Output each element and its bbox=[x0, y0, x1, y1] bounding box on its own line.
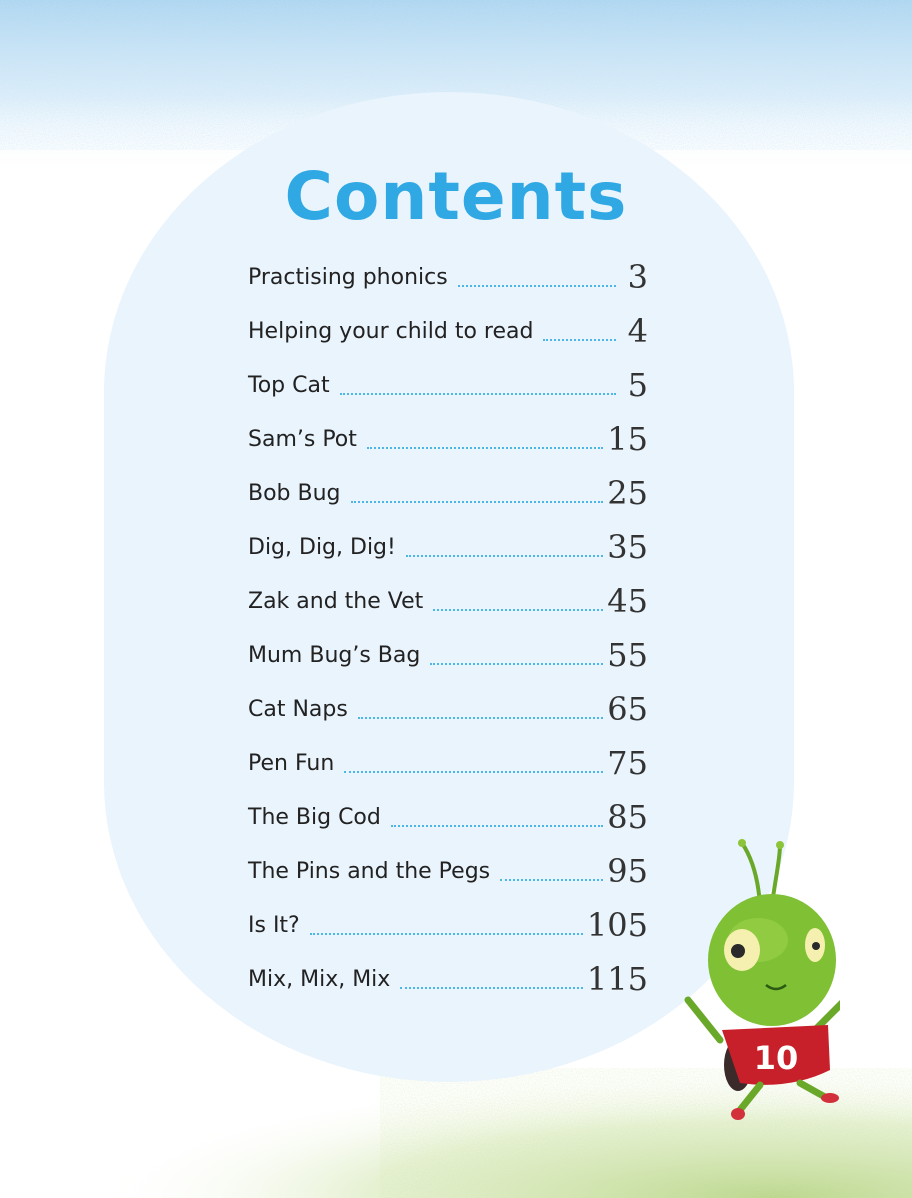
entry-page-number: 115 bbox=[586, 960, 648, 998]
page-title: Contents bbox=[284, 158, 628, 235]
entry-page-number: 55 bbox=[607, 636, 648, 674]
contents-entry bbox=[248, 682, 648, 736]
dot-leader bbox=[543, 339, 616, 341]
dot-leader bbox=[351, 501, 604, 503]
entry-page-number: 4 bbox=[627, 312, 648, 350]
entry-title: Helping your child to read bbox=[248, 318, 534, 344]
contents-entry bbox=[248, 628, 648, 682]
entry-page-number: 3 bbox=[627, 258, 648, 296]
entry-page-number: 35 bbox=[607, 528, 648, 566]
contents-list bbox=[248, 250, 648, 1006]
entry-title: Dig, Dig, Dig! bbox=[248, 534, 396, 560]
contents-entry bbox=[248, 844, 648, 898]
shirt-number: 10 bbox=[753, 1039, 799, 1077]
contents-entry bbox=[248, 898, 648, 952]
dot-leader bbox=[344, 771, 603, 773]
contents-entry bbox=[248, 412, 648, 466]
bug-mascot-illustration bbox=[680, 835, 840, 1125]
entry-page-number: 15 bbox=[607, 420, 648, 458]
contents-entry bbox=[248, 790, 648, 844]
dot-leader bbox=[430, 663, 603, 665]
entry-page-number: 95 bbox=[607, 852, 648, 890]
dot-leader bbox=[458, 285, 616, 287]
entry-title: Mum Bug’s Bag bbox=[248, 642, 421, 668]
entry-title: Mix, Mix, Mix bbox=[248, 966, 391, 992]
contents-entry bbox=[248, 952, 648, 1006]
entry-title: Practising phonics bbox=[248, 264, 448, 290]
entry-page-number: 25 bbox=[607, 474, 648, 512]
dot-leader bbox=[406, 555, 603, 557]
contents-entry bbox=[248, 250, 648, 304]
dot-leader bbox=[340, 393, 616, 395]
entry-title: Top Cat bbox=[248, 372, 330, 398]
entry-title: The Big Cod bbox=[248, 804, 381, 830]
entry-page-number: 5 bbox=[627, 366, 648, 404]
dot-leader bbox=[433, 609, 603, 611]
entry-page-number: 65 bbox=[607, 690, 648, 728]
dot-leader bbox=[500, 879, 603, 881]
entry-title: The Pins and the Pegs bbox=[248, 858, 491, 884]
entry-page-number: 45 bbox=[607, 582, 648, 620]
dot-leader bbox=[391, 825, 603, 827]
entry-page-number: 105 bbox=[586, 906, 648, 944]
entry-page-number: 75 bbox=[607, 744, 648, 782]
entry-page-number: 85 bbox=[607, 798, 648, 836]
contents-entry bbox=[248, 736, 648, 790]
dot-leader bbox=[367, 447, 603, 449]
entry-title: Pen Fun bbox=[248, 750, 335, 776]
entry-title: Cat Naps bbox=[248, 696, 348, 722]
dot-leader bbox=[400, 987, 583, 989]
entry-title: Bob Bug bbox=[248, 480, 341, 506]
entry-title: Is It? bbox=[248, 912, 300, 938]
contents-entry bbox=[248, 520, 648, 574]
contents-entry bbox=[248, 358, 648, 412]
contents-entry bbox=[248, 466, 648, 520]
contents-entry bbox=[248, 304, 648, 358]
entry-title: Zak and the Vet bbox=[248, 588, 424, 614]
entry-title: Sam’s Pot bbox=[248, 426, 357, 452]
dot-leader bbox=[358, 717, 603, 719]
dot-leader bbox=[310, 933, 583, 935]
contents-entry bbox=[248, 574, 648, 628]
